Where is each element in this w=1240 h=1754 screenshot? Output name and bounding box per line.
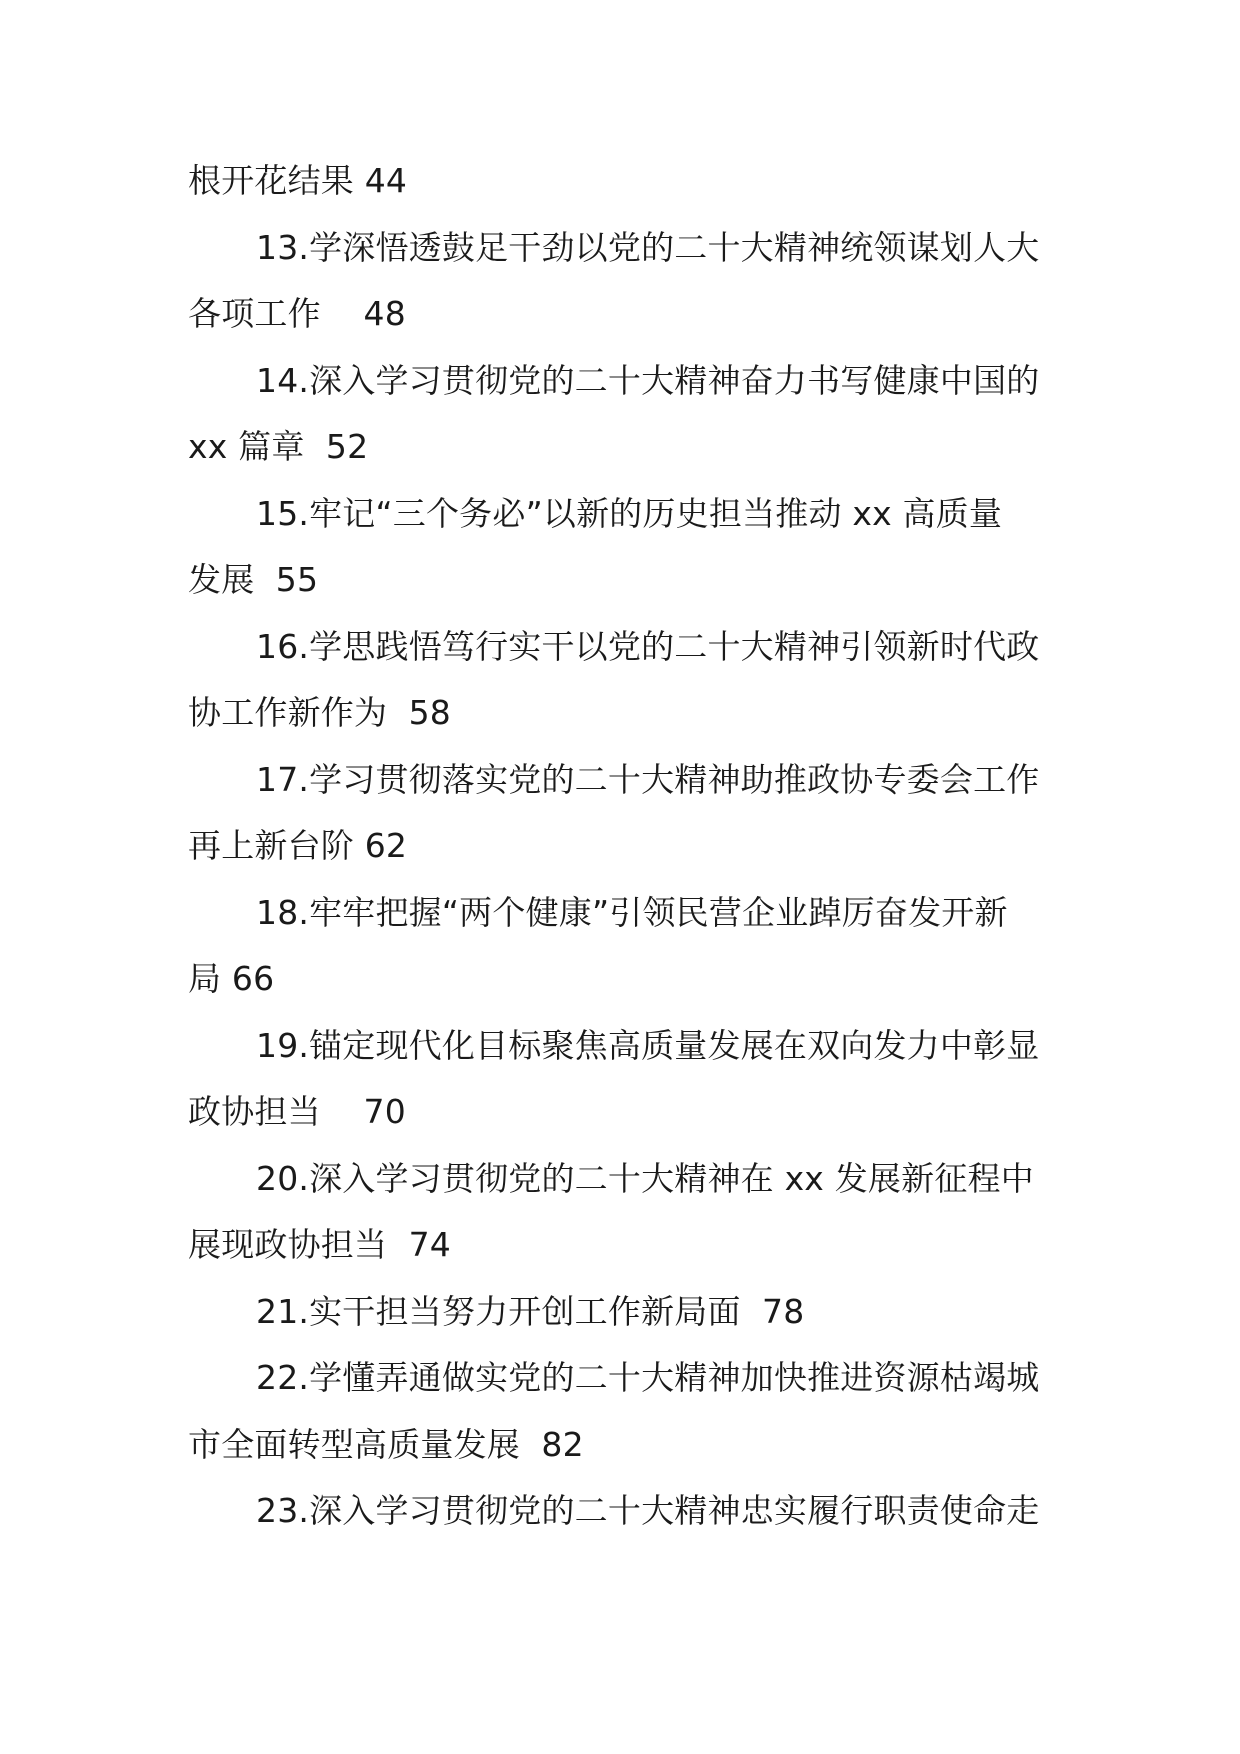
toc-line: 展现政协担当 74	[188, 1225, 451, 1264]
toc-entry: 15.牢记“三个务必”以新的历史担当推动 xx 高质量	[256, 493, 1003, 533]
toc-line: 各项工作 48	[188, 294, 406, 333]
table-of-contents	[188, 148, 1058, 1545]
toc-line: 协工作新作为 58	[188, 693, 451, 732]
toc-line: xx 篇章 52	[188, 427, 369, 466]
toc-entry: 17.学习贯彻落实党的二十大精神助推政协专委会工作	[256, 759, 1040, 799]
toc-entry: 16.学思践悟笃行实干以党的二十大精神引领新时代政	[256, 626, 1040, 666]
toc-entry: 20.深入学习贯彻党的二十大精神在 xx 发展新征程中	[256, 1158, 1034, 1198]
toc-line: 发展 55	[188, 560, 319, 599]
toc-line: 再上新台阶 62	[188, 826, 408, 865]
toc-entry: 21.实干担当努力开创工作新局面 78	[256, 1291, 805, 1331]
toc-line: 市全面转型高质量发展 82	[188, 1424, 584, 1464]
toc-line: 政协担当 70	[188, 1092, 406, 1131]
toc-entry: 22.学懂弄通做实党的二十大精神加快推进资源枯竭城	[256, 1358, 1040, 1397]
toc-entry: 19.锚定现代化目标聚焦高质量发展在双向发力中彰显	[256, 1025, 1040, 1065]
toc-entry: 13.学深悟透鼓足干劲以党的二十大精神统领谋划人大	[256, 227, 1040, 267]
toc-entry: 18.牢牢把握“两个健康”引领民营企业踔厉奋发开新	[256, 892, 1008, 932]
toc-entry: 14.深入学习贯彻党的二十大精神奋力书写健康中国的	[256, 360, 1040, 400]
toc-line: 局 66	[188, 959, 275, 998]
toc-entry: 23.深入学习贯彻党的二十大精神忠实履行职责使命走	[256, 1491, 1040, 1530]
toc-line: 根开花结果 44	[188, 161, 408, 200]
